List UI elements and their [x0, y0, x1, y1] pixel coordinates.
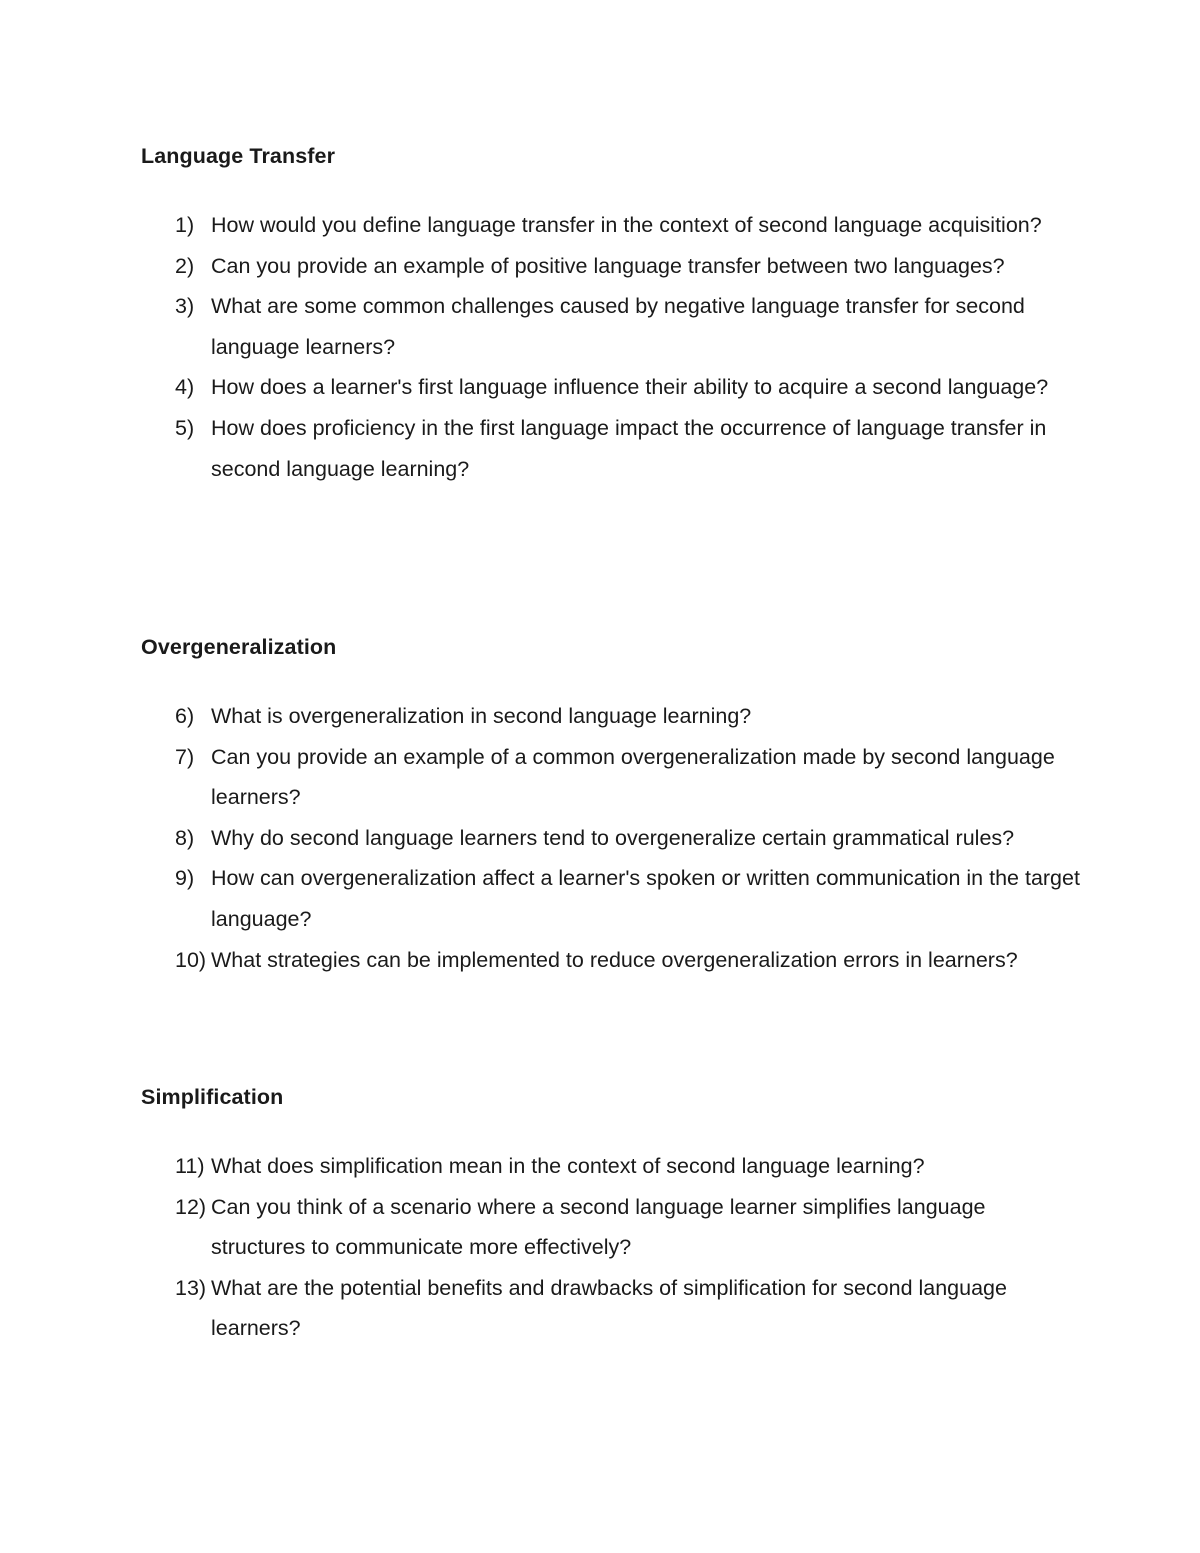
question-item — [0, 367, 1200, 408]
question-list — [0, 205, 1200, 489]
question-number: 11) — [175, 1154, 205, 1178]
question-number: 13) — [175, 1275, 207, 1300]
question-text: What are some common challenges caused by negative language transfer for second language learners? — [211, 294, 1025, 359]
section-heading: Overgeneralization — [141, 635, 337, 659]
question-item — [0, 1146, 1200, 1187]
question-number: 1) — [175, 213, 195, 237]
question-text: Can you think of a scenario where a second language learner simplifies language structures to communicate more effectively? — [211, 1194, 986, 1260]
question-text: What strategies can be implemented to reduce overgeneralization errors in learners? — [211, 947, 1018, 972]
question-text: Why do second language learners tend to overgeneralize certain grammatical rules? — [211, 825, 1015, 850]
question-number: 9) — [175, 866, 195, 891]
question-text: How does a learner's first language influence their ability to acquire a second language? — [211, 375, 1049, 400]
question-text: What are the potential benefits and drawbacks of simplification for second language learners? — [211, 1275, 1007, 1341]
question-text: Can you provide an example of positive language transfer between two languages? — [211, 253, 1005, 278]
question-number: 4) — [175, 375, 195, 400]
question-number: 8) — [175, 825, 195, 850]
question-number: 5) — [175, 415, 195, 440]
section-heading: Simplification — [141, 1085, 284, 1109]
question-list — [0, 696, 1200, 980]
question-item — [0, 246, 1200, 287]
question-number: 7) — [175, 744, 195, 769]
question-item — [0, 205, 1200, 246]
question-text: How would you define language transfer in the context of second language acquisition? — [211, 213, 1042, 237]
question-item — [0, 1268, 1200, 1349]
question-number: 3) — [175, 294, 195, 319]
question-list — [0, 1146, 1200, 1349]
question-text: How can overgeneralization affect a learner's spoken or written communication in the target language? — [211, 866, 1080, 931]
question-item — [0, 408, 1200, 489]
question-text: What is overgeneralization in second language learning? — [211, 704, 752, 728]
question-item — [0, 696, 1200, 737]
section-heading: Language Transfer — [141, 144, 336, 168]
question-number: 10) — [175, 947, 207, 972]
question-text: Can you provide an example of a common overgeneralization made by second language learners? — [211, 744, 1055, 810]
question-item — [0, 858, 1200, 939]
question-number: 12) — [175, 1194, 207, 1219]
question-item — [0, 818, 1200, 859]
question-item — [0, 286, 1200, 367]
question-item — [0, 940, 1200, 981]
question-number: 6) — [175, 704, 195, 728]
question-item — [0, 737, 1200, 818]
question-number: 2) — [175, 253, 195, 278]
question-text: How does proficiency in the first language impact the occurrence of language transfer in second language learning? — [211, 415, 1047, 481]
question-text: What does simplification mean in the context of second language learning? — [211, 1154, 925, 1178]
question-item — [0, 1187, 1200, 1268]
